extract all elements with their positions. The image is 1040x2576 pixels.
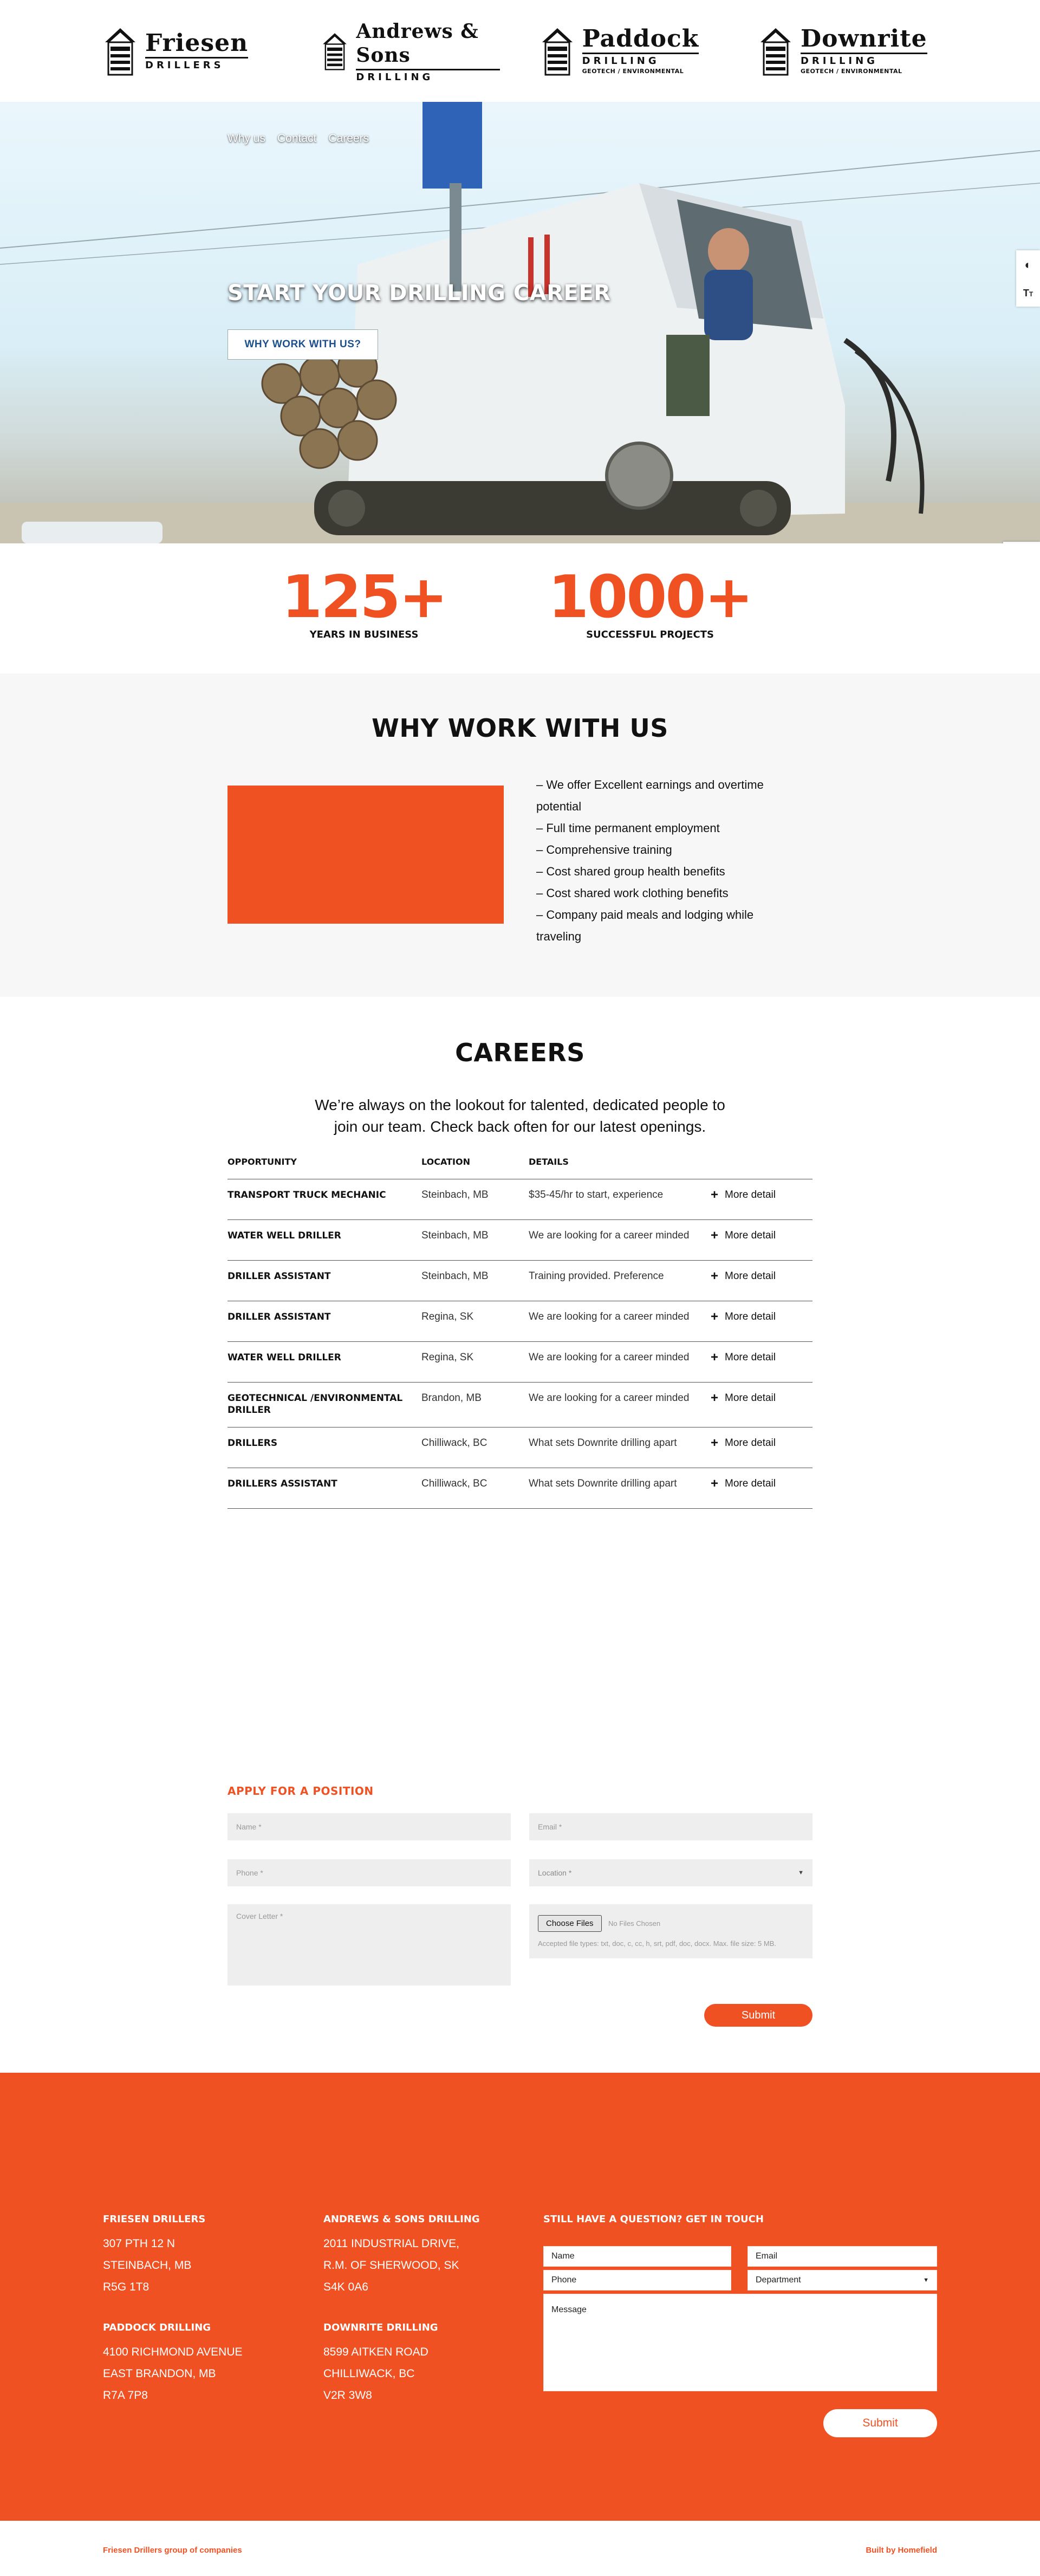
careers-section	[0, 997, 1040, 2073]
footer-company-address	[103, 2233, 191, 2298]
hero-banner	[0, 102, 1040, 543]
stat-projects	[536, 563, 764, 640]
plus-icon: +	[711, 1269, 719, 1283]
why-work-with-us-button[interactable]: WHY WORK WITH US?	[227, 329, 378, 360]
job-details: $35-45/hr to start, experience	[529, 1189, 664, 1201]
hero-nav	[227, 132, 369, 145]
address-line: S4K 0A6	[323, 2281, 368, 2293]
address-line: 4100 RICHMOND AVENUE	[103, 2346, 243, 2358]
job-location: Regina, SK	[421, 1352, 474, 1363]
job-title: WATER WELL DRILLER	[227, 1352, 341, 1363]
footer-department-select[interactable]	[748, 2270, 937, 2291]
job-rows	[227, 1179, 812, 1509]
benefit-item: – Cost shared group health benefits	[536, 865, 725, 878]
address-line: V2R 3W8	[323, 2389, 372, 2402]
benefit-item: – Full time permanent employment	[536, 821, 720, 835]
logo-sub: DRILLING	[800, 55, 878, 67]
job-row	[227, 1383, 812, 1427]
stat-value: 1000+	[548, 563, 752, 631]
job-details: What sets Downrite drilling apart	[529, 1437, 677, 1449]
benefits-list	[536, 774, 785, 948]
address-line: 8599 AITKEN ROAD	[323, 2346, 428, 2358]
nav-why-us[interactable]: Why us	[227, 132, 266, 145]
footer-company-name: PADDOCK DRILLING	[103, 2322, 211, 2333]
file-status: No Files Chosen	[608, 1919, 661, 1928]
apply-submit-button[interactable]: Submit	[704, 2004, 812, 2027]
address-line: 307 PTH 12 N	[103, 2237, 176, 2250]
drill-rig-icon	[540, 24, 575, 78]
plus-icon: +	[711, 1476, 719, 1491]
plus-icon: +	[711, 1436, 719, 1450]
logo-name: Downrite	[800, 25, 927, 53]
why-title: WHY WORK WITH US	[372, 713, 668, 743]
footer-message-textarea[interactable]: Message	[543, 2294, 937, 2391]
job-details: We are looking for a career minded	[529, 1352, 690, 1363]
job-location: Steinbach, MB	[421, 1230, 489, 1241]
logo-andrews-sons[interactable]	[321, 20, 500, 83]
footer-name-input[interactable]: Name	[543, 2246, 731, 2267]
job-location: Regina, SK	[421, 1311, 474, 1322]
careers-intro: We’re always on the lookout for talented, dedicated people to join our team. Check back often for our latest openings.	[315, 1096, 725, 1135]
logo-sub: DRILLING	[356, 71, 434, 83]
footer-company-name: FRIESEN DRILLERS	[103, 2214, 206, 2225]
column-location: LOCATION	[421, 1157, 470, 1167]
more-detail-button[interactable]	[711, 1189, 812, 1201]
job-location: Steinbach, MB	[421, 1270, 489, 1282]
group-of-companies-text: Friesen Drillers group of companies	[103, 2546, 242, 2555]
job-title: DRILLERS ASSISTANT	[227, 1478, 337, 1489]
apply-title: APPLY FOR A POSITION	[227, 1785, 374, 1798]
bottom-bar	[0, 2521, 1040, 2576]
benefit-item: – Company paid meals and lodging while traveling	[536, 908, 754, 943]
more-detail-button[interactable]	[711, 1437, 812, 1449]
job-location: Chilliwack, BC	[421, 1478, 487, 1489]
logo-sub: DRILLERS	[145, 59, 224, 71]
job-details: What sets Downrite drilling apart	[529, 1478, 677, 1489]
footer-company-address	[323, 2341, 428, 2406]
job-location: Chilliwack, BC	[421, 1437, 487, 1449]
plus-icon: +	[711, 1391, 719, 1405]
logo-friesen[interactable]	[103, 24, 282, 78]
job-row	[227, 1468, 812, 1509]
contrast-icon[interactable]: ◐	[1024, 258, 1032, 272]
footer-company-name: DOWNRITE DRILLING	[323, 2322, 438, 2333]
careers-title: CAREERS	[455, 1038, 585, 1067]
nav-contact[interactable]: Contact	[277, 132, 317, 145]
benefit-item: – We offer Excellent earnings and overtime potential	[536, 778, 764, 813]
footer-question-title: STILL HAVE A QUESTION? GET IN TOUCH	[543, 2214, 764, 2225]
hero-drill-truck-image	[0, 102, 1040, 543]
address-line: R.M. OF SHERWOOD, SK	[323, 2259, 459, 2272]
apply-file-upload	[529, 1904, 812, 1958]
more-detail-label: More detail	[725, 1478, 776, 1489]
job-title: TRANSPORT TRUCK MECHANIC	[227, 1190, 386, 1201]
job-title: WATER WELL DRILLER	[227, 1230, 341, 1241]
footer-company-address	[323, 2233, 459, 2298]
more-detail-button[interactable]	[711, 1352, 812, 1364]
footer-company-address	[103, 2341, 243, 2406]
job-row	[227, 1427, 812, 1468]
logo-paddock[interactable]	[540, 24, 719, 78]
hero-title: START YOUR DRILLING CAREER	[227, 281, 611, 306]
drill-rig-icon	[758, 24, 793, 78]
chevron-down-icon: ▼	[798, 1870, 804, 1876]
footer-phone-input[interactable]: Phone	[543, 2270, 731, 2291]
apply-cover-letter-textarea[interactable]	[227, 1904, 511, 1985]
stats-section	[0, 543, 1040, 673]
address-line: R5G 1T8	[103, 2281, 150, 2293]
apply-name-input[interactable]	[227, 1813, 511, 1840]
job-details: We are looking for a career minded	[529, 1392, 690, 1404]
address-line: EAST BRANDON, MB	[103, 2367, 216, 2380]
accessibility-toolbar	[1016, 250, 1040, 307]
job-title: DRILLER ASSISTANT	[227, 1271, 331, 1282]
job-row	[227, 1342, 812, 1383]
plus-icon: +	[711, 1350, 719, 1365]
logo-name: Andrews & Sons	[356, 20, 479, 67]
text-size-icon[interactable]: TT	[1023, 287, 1034, 299]
apply-email-input[interactable]	[529, 1813, 812, 1840]
more-detail-label: More detail	[725, 1230, 776, 1241]
plus-icon: +	[711, 1188, 719, 1202]
column-details: DETAILS	[529, 1157, 569, 1167]
job-title: DRILLERS	[227, 1438, 278, 1449]
more-detail-label: More detail	[725, 1437, 776, 1449]
more-detail-button[interactable]	[711, 1392, 812, 1404]
stat-years	[250, 563, 478, 640]
stat-value: 125+	[282, 563, 446, 631]
stat-label: SUCCESSFUL PROJECTS	[586, 629, 714, 640]
logo-name: Paddock	[582, 25, 699, 53]
chevron-down-icon: ▼	[923, 2277, 929, 2283]
more-detail-label: More detail	[725, 1189, 776, 1201]
more-detail-label: More detail	[725, 1352, 776, 1363]
job-location: Steinbach, MB	[421, 1189, 489, 1201]
stat-label: YEARS IN BUSINESS	[309, 629, 419, 640]
why-work-with-us-section	[0, 673, 1040, 997]
built-by-link[interactable]: Built by Homefield	[866, 2546, 937, 2555]
why-image-placeholder	[227, 786, 504, 924]
plus-icon: +	[711, 1228, 719, 1243]
job-title: GEOTECHNICAL /ENVIRONMENTAL DRILLER	[227, 1393, 403, 1416]
drill-rig-icon	[321, 24, 348, 78]
logo-sub2: GEOTECH / ENVIRONMENTAL	[800, 68, 902, 75]
benefit-item: – Cost shared work clothing benefits	[536, 886, 729, 900]
plus-icon: +	[711, 1309, 719, 1324]
logo-downrite[interactable]	[758, 24, 937, 78]
address-line: CHILLIWACK, BC	[323, 2367, 415, 2380]
more-detail-button[interactable]	[711, 1478, 812, 1490]
apply-location-select[interactable]	[529, 1859, 812, 1886]
jobs-table-header	[227, 1157, 812, 1179]
location-select-value: Location *	[538, 1868, 572, 1877]
job-details: Training provided. Preference	[529, 1270, 664, 1282]
company-logos-header	[0, 0, 1040, 102]
footer-email-input[interactable]: Email	[748, 2246, 937, 2267]
job-row	[227, 1179, 812, 1220]
more-detail-label: More detail	[725, 1311, 776, 1322]
nav-careers[interactable]: Careers	[328, 132, 369, 145]
column-opportunity: OPPORTUNITY	[227, 1157, 297, 1167]
choose-files-button[interactable]: Choose Files	[538, 1915, 602, 1932]
job-details: We are looking for a career minded	[529, 1311, 690, 1322]
more-detail-label: More detail	[725, 1392, 776, 1404]
drill-rig-icon	[103, 24, 138, 78]
more-detail-button[interactable]	[711, 1311, 812, 1323]
footer	[0, 2073, 1040, 2521]
footer-company-name: ANDREWS & SONS DRILLING	[323, 2214, 480, 2225]
more-detail-button[interactable]	[711, 1270, 812, 1282]
apply-phone-input[interactable]	[227, 1859, 511, 1886]
more-detail-label: More detail	[725, 1270, 776, 1282]
job-row	[227, 1301, 812, 1342]
job-row	[227, 1261, 812, 1301]
job-details: We are looking for a career minded	[529, 1230, 690, 1241]
jobs-table	[227, 1157, 812, 1509]
address-line: R7A 7P8	[103, 2389, 148, 2402]
logo-name: Friesen	[145, 29, 249, 57]
job-location: Brandon, MB	[421, 1392, 482, 1404]
file-note: Accepted file types: txt, doc, c, cc, h, srt, pdf, doc, docx. Max. file size: 5 MB.	[538, 1939, 777, 1948]
address-line: STEINBACH, MB	[103, 2259, 192, 2272]
address-line: 2011 INDUSTRIAL DRIVE,	[323, 2237, 459, 2250]
benefit-item: – Comprehensive training	[536, 843, 672, 856]
logo-sub2: GEOTECH / ENVIRONMENTAL	[582, 68, 684, 75]
more-detail-button[interactable]	[711, 1230, 812, 1242]
job-row	[227, 1220, 812, 1261]
department-select-value: Department	[756, 2275, 801, 2285]
footer-submit-button[interactable]: Submit	[823, 2409, 937, 2437]
job-title: DRILLER ASSISTANT	[227, 1312, 331, 1322]
logo-sub: DRILLING	[582, 55, 660, 67]
